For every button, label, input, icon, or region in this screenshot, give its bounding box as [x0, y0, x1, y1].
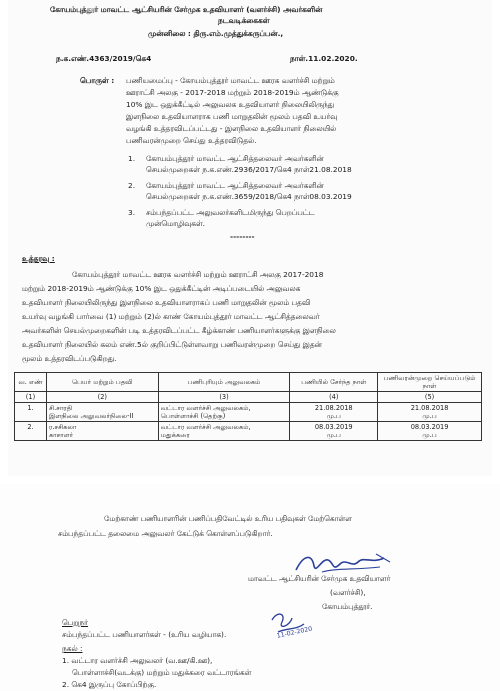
regularised-cell: [378, 403, 482, 422]
staff-table: [14, 372, 482, 441]
recipient-line: சம்பந்தப்பட்ட பணியாளர்கள் - (உரிய வழியாக).: [62, 630, 227, 639]
order-line: அவர்களின் செயல்முறைகளின் படி உத்தரவிடப்பட்ட கீழ்க்காண் பணியாளர்களுக்கு இளநிலை: [22, 326, 336, 335]
regularised-session: மு.ப: [422, 412, 437, 420]
table-header: பணிவரன்முறை செய்யப்படும் நாள்: [378, 373, 482, 392]
column-number: (2): [46, 392, 158, 403]
table-header: வ. எண்: [15, 373, 47, 392]
reference-item-line: கோயம்புத்தூர் மாவட்ட ஆட்சித்தலைவர் அவர்களின்: [146, 154, 324, 163]
office-line: பொள்ளாச்சி (தெற்கு): [160, 412, 226, 420]
subject-line: பணியமைப்பு - கோயம்புத்தூர் மாவட்ட ஊரக வளர்ச்சி மற்றும்: [126, 76, 335, 85]
header-title: கோயம்புத்தூர் மாவட்ட ஆட்சியரின் சேர்முக உதவியாளர் (வளர்ச்சி) அவர்களின்: [50, 5, 323, 14]
office-cell: [158, 403, 290, 422]
reference-item-number: 1.: [128, 154, 136, 163]
table-header-row: [15, 373, 482, 392]
copy-heading: நகல் :: [62, 644, 83, 653]
handwritten-date: 11-02-2020: [276, 625, 313, 640]
copy-line: 2. கெ4 இருப்பு கோப்பிற்கு.: [62, 680, 157, 689]
order-line: உதவியாளர் நிலையில் கலம் எண்.5ல் குறிப்பிட்டுள்ளவாறு பணிவரன்முறை செய்து இதன்: [22, 340, 322, 349]
joined-cell: [290, 403, 378, 422]
table-header: பணிபுரியும் அலுவலகம்: [158, 373, 290, 392]
column-number: (1): [15, 392, 47, 403]
header-presence: முன்னிலை : திரு.எம்.முத்துக்கருப்பன்.,: [148, 29, 284, 38]
closing-line: சம்பந்தப்பட்ட தலைமை அலுவலர் கேட்டுக் கொள்ளப்படுகிறார்.: [58, 529, 273, 538]
copy-line: பொள்ளாச்சி(வடக்கு) மற்றும் மதுக்கரை வட்டாரங்கள்: [72, 668, 252, 677]
document-page-1: [8, 0, 492, 476]
joined-session: மு.ப: [326, 412, 341, 420]
table-row: [15, 403, 482, 422]
document-page-2: [0, 484, 500, 691]
signature-designation: மாவட்ட ஆட்சியரின் சேர்முக உதவியாளர்: [248, 574, 391, 583]
reference-number: ந.க.எண்.4363/2019/கெ4: [56, 54, 152, 63]
order-line: மற்றும் 2018-2019ம் ஆண்டுக்கு 10% இட ஒதுக்கீட்டின் அடிப்படையில் அலுவலக: [22, 284, 301, 293]
subject-line: இளநிலை உதவியாளராக பணி மாறுதலின் மூலம் பதவி உயர்வு: [126, 112, 338, 121]
name-post-cell: [46, 422, 158, 441]
office-line: வட்டார வளர்ச்சி அலுவலகம்,: [160, 423, 251, 431]
order-line: கோயம்புத்தூர் மாவட்ட ஊரக வளர்ச்சி மற்றும் ஊராட்சி அலகு 2017-2018: [72, 270, 324, 279]
copy-line: 1. வட்டார வளர்ச்சி அலுவலர் (வ.ஊ/கி.ஊ),: [62, 656, 213, 665]
column-number: (3): [158, 392, 290, 403]
joined-date: 21.08.2018: [314, 404, 353, 412]
subject-label: பொருள் :: [80, 76, 115, 85]
order-line: உதவியாளர் நிலையிலிருந்து இளநிலை உதவியாளராகப் பணி மாறுதலின் மூலம் பதவி: [22, 298, 311, 307]
reference-item-number: 3.: [128, 208, 136, 217]
column-number: (4): [290, 392, 378, 403]
order-date: நாள்.11.02.2020.: [290, 54, 358, 63]
reference-item-number: 2.: [128, 181, 136, 190]
employee-post: காசாளர்: [48, 431, 74, 439]
reference-item-line: முன்மொழிவுகள்.: [146, 219, 206, 228]
office-line: வட்டார வளர்ச்சி அலுவலகம்,: [160, 404, 251, 412]
order-heading: உத்தரவு :: [22, 254, 55, 263]
signature-designation: கோயம்புத்தூர்.: [322, 602, 373, 611]
subject-line: 10% இட ஒதுக்கீட்டில் அலுவலக உதவியாளர் நிலையிலிருந்து: [126, 100, 334, 109]
reference-item-line: செயல்முறைகள் ந.க.எண்.3659/2018/கெ4 நாள்08.03.2019: [146, 192, 352, 201]
table-row: [15, 422, 482, 441]
employee-post: இளநிலை அலுவலர்நிலை-II: [48, 412, 134, 420]
page-gap: [0, 476, 500, 484]
subject-line: பணிவரன்முறை செய்து உத்தரவிடுதல்.: [126, 136, 257, 145]
regularised-date: 21.08.2018: [410, 404, 449, 412]
table-column-number-row: [15, 392, 482, 403]
row-number: 1.: [15, 403, 47, 422]
name-post-cell: [46, 403, 158, 422]
closing-line: மேற்காண் பணியாளரின் பணிப்பதிவேட்டில் உரிய பதிவுகள் மேற்கொள்ள: [104, 514, 352, 523]
reference-item-line: செயல்முறைகள் ந.க.எண்.2936/2017/கெ4 நாள்21.08.2018: [146, 165, 352, 174]
employee-name: ர.சசிகலா: [48, 423, 77, 431]
joined-cell: [290, 422, 378, 441]
office-line: மதுக்கரை: [160, 431, 190, 439]
recipient-heading: பெறுநர்: [62, 618, 89, 627]
row-number: 2.: [15, 422, 47, 441]
order-line: உயர்வு வழங்கி பார்வை (1) மற்றும் (2)ல் காண் கோயம்புத்தூர் மாவட்ட ஆட்சித்தலைவர்: [22, 312, 320, 321]
regularised-date: 08.03.2019: [410, 423, 449, 431]
order-line: மூலம் உத்தரவிடப்படுகிறது.: [22, 354, 117, 363]
reference-item-line: சம்பந்தப்பட்ட அலுவலர்களிடமிருந்து பெறப்பட்ட: [146, 208, 315, 217]
regularised-session: மு.ப: [422, 431, 437, 439]
regularised-cell: [378, 422, 482, 441]
table-header: பணியில் சேர்ந்த நாள்: [290, 373, 378, 392]
reference-item-line: கோயம்புத்தூர் மாவட்ட ஆட்சித்தலைவர் அவர்களின்: [146, 181, 324, 190]
joined-session: மு.ப: [326, 431, 341, 439]
header-subtitle: நடவடிக்கைகள்: [218, 16, 270, 25]
separator: --------: [230, 232, 255, 241]
signature-designation: (வளர்ச்சி),: [330, 588, 366, 597]
joined-date: 08.03.2019: [314, 423, 353, 431]
subject-line: வழங்கி உத்தரவிடப்பட்டது - இளநிலை உதவியாளர் நிலையில்: [126, 124, 337, 133]
subject-line: ஊராட்சி அலகு - 2017-2018 மற்றும் 2018-2019ம் ஆண்டுக்கு: [126, 88, 339, 97]
column-number: (5): [378, 392, 482, 403]
table-header: பெயர் மற்றும் பதவி: [46, 373, 158, 392]
employee-name: சி.சாரதி: [48, 404, 73, 412]
office-cell: [158, 422, 290, 441]
